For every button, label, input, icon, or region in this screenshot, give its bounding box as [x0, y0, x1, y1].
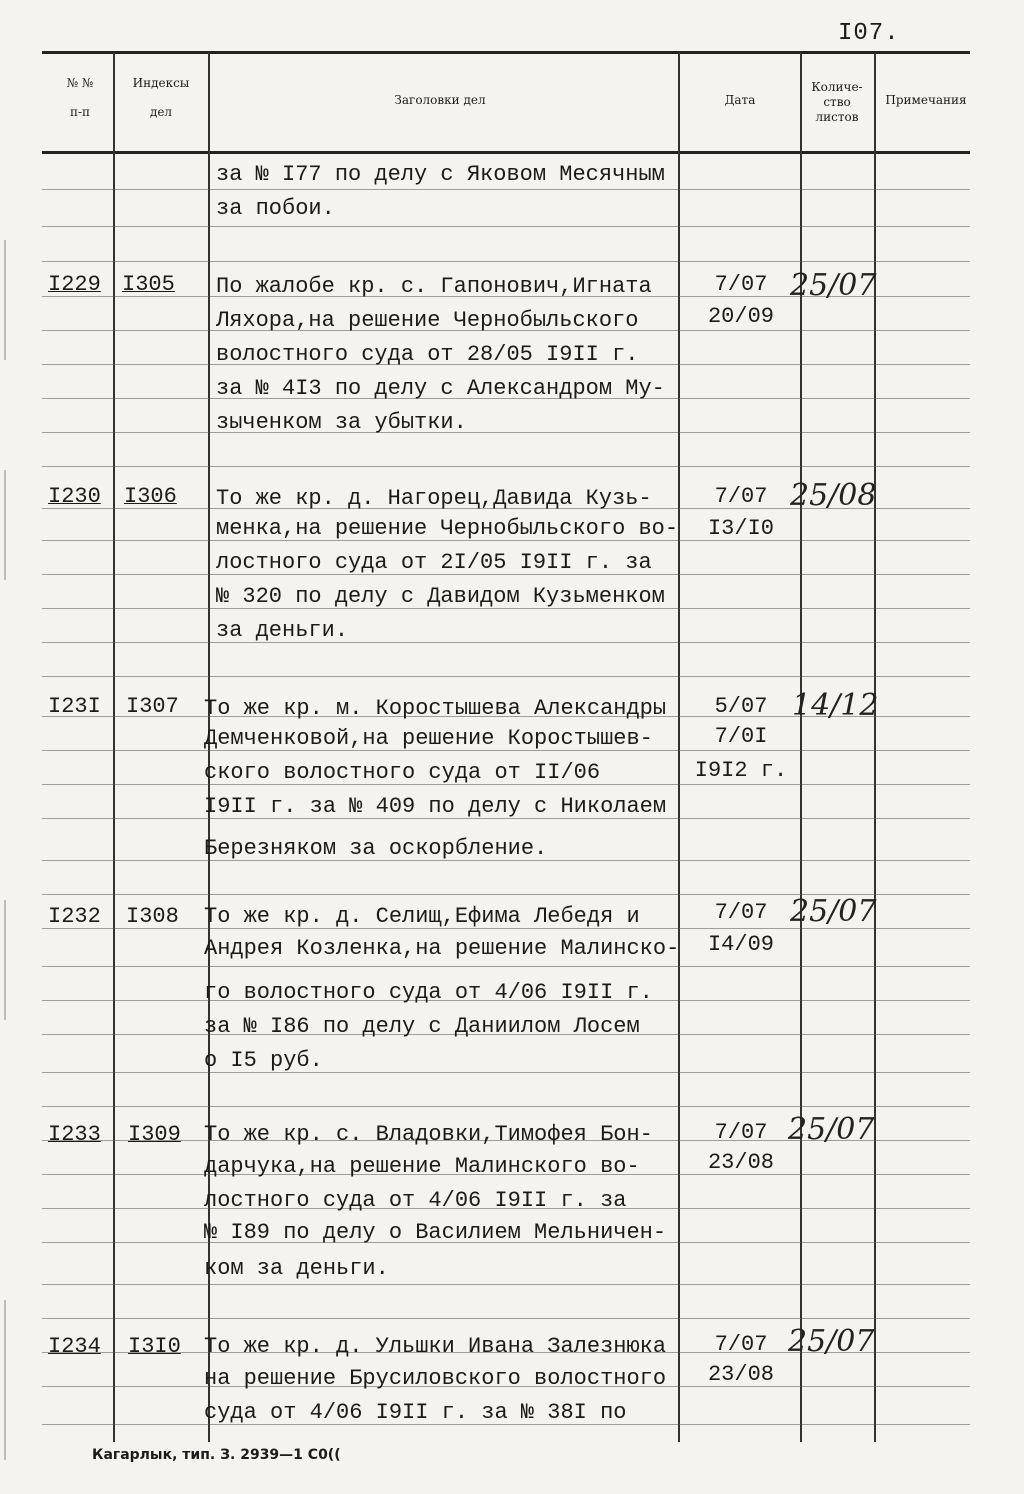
continuation-line: за побои. — [216, 196, 335, 221]
record-title-line: То же кр. д. Селищ,Ефима Лебедя и — [204, 904, 640, 929]
record-title-line: зыченком за убытки. — [216, 410, 467, 435]
record-number: I234 — [48, 1334, 101, 1359]
record-sheets-handwritten: 25/07 — [788, 1324, 875, 1359]
ruled-line — [42, 432, 970, 433]
header-titles-label: Заголовки дел — [394, 93, 486, 107]
record-title-line: на решение Брусиловского волостного — [204, 1366, 667, 1391]
record-date: 7/07 — [714, 900, 768, 925]
record-index: I309 — [128, 1122, 181, 1147]
record-title-line: № 320 по делу с Давидом Кузьменком — [216, 584, 665, 609]
record-title-line: лостного суда от 4/06 I9II г. за — [204, 1188, 627, 1213]
record-title-line: То же кр. с. Владовки,Тимофея Бон- — [204, 1122, 653, 1147]
record-sheets-handwritten: 25/08 — [790, 478, 877, 513]
ruled-line — [42, 966, 970, 967]
scan-margin-mark — [4, 1300, 6, 1460]
header-sheets-label: Количе- ство листов — [811, 80, 863, 124]
record-date: I3/I0 — [707, 516, 774, 541]
header-number-label: № № п-п — [66, 76, 94, 119]
record-title-line: Ляхора,на решение Чернобыльского — [216, 308, 639, 333]
record-sheets-handwritten: 25/07 — [790, 894, 877, 929]
header-index-label: Индексы дел — [132, 76, 190, 119]
record-date: 7/07 — [714, 1332, 768, 1357]
record-title-line: То же кр. д. Нагорец,Давида Кузь- — [216, 486, 652, 511]
record-number: I229 — [48, 272, 101, 297]
record-date: 5/07 — [714, 694, 768, 719]
record-title-line: № I89 по делу о Василием Мельничен- — [204, 1220, 667, 1245]
continuation-line: за № I77 по делу с Яковом Месячным — [216, 162, 665, 187]
record-title-line: ского волостного суда от II/06 — [204, 760, 601, 785]
record-title-line: о I5 руб. — [204, 1048, 323, 1073]
record-sheets-handwritten: 25/07 — [788, 1112, 875, 1147]
record-title-line: дарчука,на решение Малинского во- — [204, 1154, 640, 1179]
record-title-line: за № I86 по делу с Даниилом Лосем — [204, 1014, 640, 1039]
ruled-line — [42, 466, 970, 467]
scan-margin-mark — [4, 470, 6, 580]
page-number: I07. — [838, 20, 900, 47]
record-index: I305 — [122, 272, 175, 297]
record-date: 23/08 — [707, 1150, 774, 1175]
record-date: 7/07 — [714, 484, 768, 509]
record-number: I230 — [48, 484, 101, 509]
scan-margin-mark — [4, 900, 6, 1020]
record-date: I9I2 г. — [694, 758, 788, 783]
record-title-line: за № 4I3 по делу с Александром Му- — [216, 376, 665, 401]
ruled-line — [42, 1318, 970, 1319]
record-number: I233 — [48, 1122, 101, 1147]
record-date: 7/0I — [714, 724, 768, 749]
record-date: 23/08 — [707, 1362, 774, 1387]
record-title-line: Березняком за оскорбление. — [204, 836, 548, 861]
ruled-line — [42, 1284, 970, 1285]
scan-margin-mark — [4, 240, 6, 360]
record-title-line: лостного суда от 2I/05 I9II г. за — [216, 550, 652, 575]
record-title-line: Андрея Козленка,на решение Малинско- — [204, 936, 680, 961]
record-index: I307 — [126, 694, 179, 719]
record-title-line: Демченковой,на решение Коростышев- — [204, 726, 653, 751]
header-bottom-rule — [42, 151, 970, 154]
record-sheets-handwritten: 25/07 — [790, 268, 877, 303]
record-title-line: ком за деньги. — [204, 1256, 389, 1281]
record-number: I232 — [48, 904, 101, 929]
record-date: 7/07 — [714, 272, 768, 297]
record-date: I4/09 — [707, 932, 774, 957]
ruled-line — [42, 676, 970, 677]
printer-imprint: Кагарлык, тип. З. 2939—1 С0(( — [92, 1447, 341, 1463]
record-title-line: за деньги. — [216, 618, 349, 643]
record-title-line: суда от 4/06 I9II г. за № 38I по — [204, 1400, 627, 1425]
ruled-line — [42, 226, 970, 227]
record-number: I23I — [48, 694, 101, 719]
header-notes-label: Примечания — [885, 93, 967, 107]
record-index: I3I0 — [128, 1334, 181, 1359]
record-title-line: волостного суда от 28/05 I9II г. — [216, 342, 639, 367]
record-index: I306 — [124, 484, 177, 509]
record-title-line: го волостного суда от 4/06 I9II г. — [204, 980, 653, 1005]
record-title-line: менка,на решение Чернобыльского во- — [216, 516, 679, 541]
record-sheets-handwritten: 14/12 — [792, 688, 879, 723]
header-date-label: Дата — [724, 93, 756, 107]
record-title-line: То же кр. м. Коростышева Александры — [204, 696, 667, 721]
ruled-line — [42, 1072, 970, 1073]
record-date: 20/09 — [707, 304, 774, 329]
ruled-line — [42, 642, 970, 643]
record-title-line: I9II г. за № 409 по делу с Николаем — [204, 794, 667, 819]
ruled-line — [42, 261, 970, 262]
record-index: I308 — [126, 904, 179, 929]
ruled-line — [42, 1106, 970, 1107]
header-top-rule — [42, 51, 970, 54]
record-title-line: То же кр. д. Ульшки Ивана Залезнюка — [204, 1334, 667, 1359]
record-date: 7/07 — [714, 1120, 768, 1145]
record-title-line: По жалобе кр. с. Гапонович,Игната — [216, 274, 652, 299]
